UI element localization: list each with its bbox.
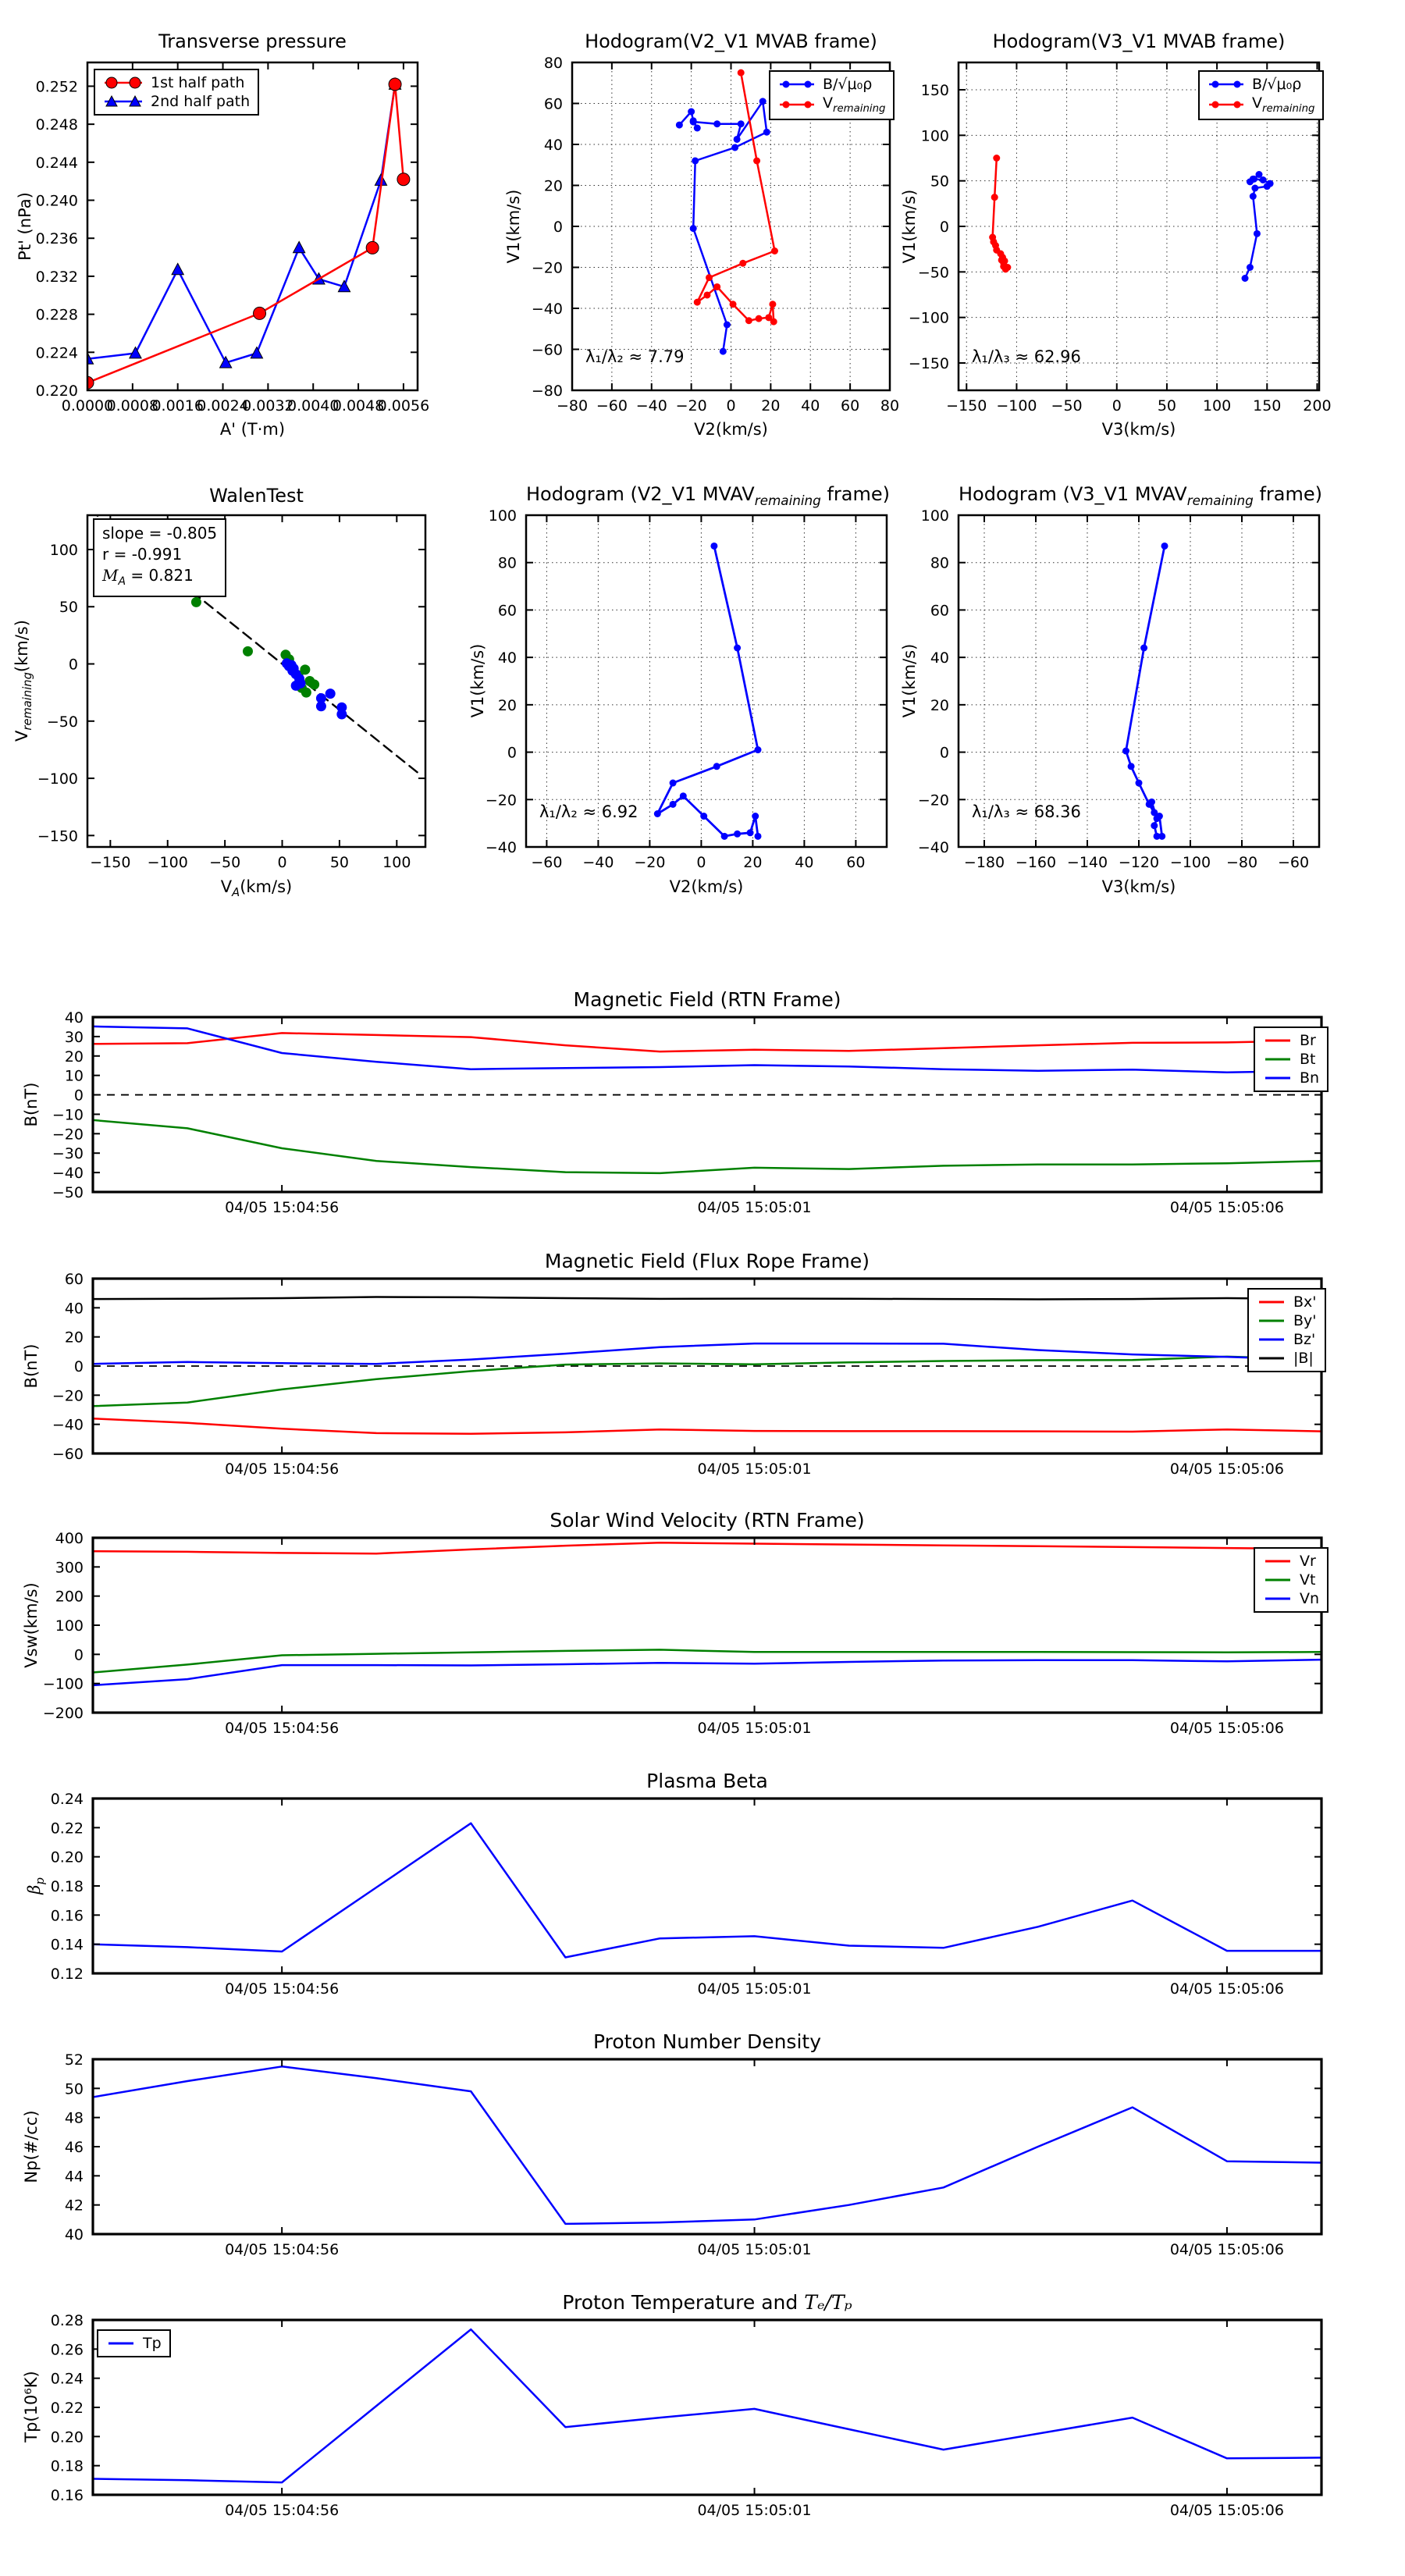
title-magnetic-field-rtn: Magnetic Field (RTN Frame) xyxy=(573,988,841,1011)
legend-item-b xyxy=(778,76,885,93)
annotation-lambda-ratio-v3v1-mvav: λ₁/λ₃ ≈ 68.36 xyxy=(972,802,1081,821)
svg-text:0.24: 0.24 xyxy=(50,2370,84,2388)
svg-text:0: 0 xyxy=(73,1087,84,1105)
legend-label: 1st half path xyxy=(151,74,245,91)
title-proton-density: Proton Number Density xyxy=(593,2030,821,2053)
svg-text:0: 0 xyxy=(1112,397,1122,415)
legend-hodogram-v2v1-mvab xyxy=(769,70,895,120)
svg-text:0.26: 0.26 xyxy=(50,2341,84,2359)
legend-item-v-remaining xyxy=(1208,94,1314,115)
svg-text:−40: −40 xyxy=(582,854,614,871)
svg-text:−30: −30 xyxy=(52,1145,84,1163)
svg-text:−80: −80 xyxy=(556,397,589,415)
walen-ma: $M_A = 0.821$ xyxy=(102,566,194,588)
svg-text:100: 100 xyxy=(382,854,411,871)
line-swatch-icon xyxy=(1257,1316,1286,1325)
svg-text:04/05 15:04:56: 04/05 15:04:56 xyxy=(225,1720,340,1737)
svg-text:100: 100 xyxy=(920,507,949,525)
legend-label: Bz' xyxy=(1293,1331,1316,1348)
svg-text:04/05 15:05:01: 04/05 15:05:01 xyxy=(697,1461,812,1478)
svg-text:150: 150 xyxy=(1253,397,1282,415)
svg-text:0.228: 0.228 xyxy=(35,306,78,324)
ylabel-pt: Pt' (nPa) xyxy=(16,192,34,261)
legend-item-bz xyxy=(1257,1331,1317,1348)
line-swatch-icon xyxy=(1263,1055,1293,1064)
proton-density-plot xyxy=(11,2040,1345,2293)
svg-text:30: 30 xyxy=(64,1028,84,1046)
title-proton-temperature: Proton Temperature and Tₑ/Tₚ xyxy=(562,2291,852,2314)
legend-label: $V_{remaining}$ xyxy=(823,94,886,115)
svg-text:0.22: 0.22 xyxy=(50,1820,84,1838)
line-swatch-icon xyxy=(1257,1297,1286,1307)
line-swatch-icon xyxy=(1257,1335,1286,1344)
svg-text:−60: −60 xyxy=(596,397,628,415)
legend-item-bn xyxy=(1263,1069,1319,1087)
legend-magnetic-field-fluxrope xyxy=(1247,1288,1326,1372)
svg-text:−50: −50 xyxy=(917,264,949,282)
svg-text:52: 52 xyxy=(64,2051,84,2069)
svg-text:400: 400 xyxy=(55,1530,84,1547)
svg-text:0: 0 xyxy=(507,744,517,762)
title-plasma-beta: Plasma Beta xyxy=(646,1770,768,1792)
title-hodogram-v3v1-mvab: Hodogram(V3_V1 MVAB frame) xyxy=(992,30,1286,52)
svg-text:0: 0 xyxy=(73,1358,84,1375)
svg-text:−200: −200 xyxy=(42,1705,84,1722)
svg-text:150: 150 xyxy=(920,82,949,99)
svg-text:0: 0 xyxy=(73,1646,84,1664)
svg-text:0.12: 0.12 xyxy=(50,1966,84,1983)
svg-text:0.16: 0.16 xyxy=(50,2487,84,2504)
xlabel-v3-mvab: V3(km/s) xyxy=(1101,420,1176,439)
line-swatch-icon xyxy=(106,2339,136,2348)
line-swatch-icon xyxy=(1263,1557,1293,1566)
svg-text:0.0048: 0.0048 xyxy=(332,397,385,415)
svg-text:0: 0 xyxy=(68,656,78,674)
annotation-walen-stats xyxy=(93,518,226,597)
ylabel-v1-mvab-right: V1(km/s) xyxy=(900,189,919,264)
svg-text:0: 0 xyxy=(553,219,563,236)
svg-text:−20: −20 xyxy=(531,259,563,277)
svg-text:80: 80 xyxy=(930,554,949,572)
svg-text:04/05 15:05:01: 04/05 15:05:01 xyxy=(697,1980,812,1998)
title-hodogram-v2v1-mvab: Hodogram(V2_V1 MVAB frame) xyxy=(585,30,877,52)
xlabel-v2-mvab: V2(km/s) xyxy=(694,420,768,439)
svg-text:300: 300 xyxy=(55,1559,84,1577)
svg-text:0.16: 0.16 xyxy=(50,1907,84,1925)
svg-text:0.22: 0.22 xyxy=(50,2400,84,2417)
svg-text:100: 100 xyxy=(920,127,949,145)
svg-text:0: 0 xyxy=(939,744,949,762)
svg-text:04/05 15:04:56: 04/05 15:04:56 xyxy=(225,2241,340,2258)
legend-item-2nd-half-path xyxy=(103,93,250,110)
legend-label: $V_{remaining}$ xyxy=(1252,94,1315,115)
xlabel-va: $V_A(km/s)$ xyxy=(220,877,293,900)
svg-text:100: 100 xyxy=(1202,397,1232,415)
svg-text:−40: −40 xyxy=(52,1416,84,1434)
title-walen-test: WalenTest xyxy=(209,485,304,507)
svg-text:20: 20 xyxy=(64,1329,84,1347)
svg-text:0.0032: 0.0032 xyxy=(242,397,294,415)
walen-r: r = -0.991 xyxy=(102,545,183,564)
svg-text:−150: −150 xyxy=(946,397,987,415)
svg-text:04/05 15:04:56: 04/05 15:04:56 xyxy=(225,2502,340,2519)
svg-text:0.240: 0.240 xyxy=(35,192,78,210)
legend-label: Br xyxy=(1300,1032,1316,1049)
svg-text:0.24: 0.24 xyxy=(50,1791,84,1808)
legend-label: Vr xyxy=(1300,1553,1316,1570)
svg-text:−160: −160 xyxy=(1015,854,1057,871)
svg-text:−50: −50 xyxy=(1051,397,1083,415)
svg-text:0.224: 0.224 xyxy=(35,344,78,362)
svg-text:20: 20 xyxy=(543,177,563,195)
legend-solar-wind-velocity xyxy=(1254,1547,1329,1613)
svg-text:−60: −60 xyxy=(531,854,563,871)
svg-text:0.0008: 0.0008 xyxy=(106,397,159,415)
annotation-lambda-ratio-v2v1-mvav: λ₁/λ₂ ≈ 6.92 xyxy=(539,802,638,821)
svg-text:50: 50 xyxy=(930,173,949,190)
svg-text:20: 20 xyxy=(930,696,949,714)
svg-text:04/05 15:05:06: 04/05 15:05:06 xyxy=(1169,1461,1284,1478)
walen-test-plot xyxy=(5,496,449,906)
legend-item-1st-half-path xyxy=(103,74,250,91)
svg-text:42: 42 xyxy=(64,2197,84,2215)
legend-label: Bx' xyxy=(1293,1293,1317,1311)
svg-text:20: 20 xyxy=(497,696,517,714)
svg-text:04/05 15:04:56: 04/05 15:04:56 xyxy=(225,1199,340,1216)
svg-text:40: 40 xyxy=(64,2226,84,2243)
solar-wind-velocity-plot xyxy=(11,1518,1345,1771)
dot-line-swatch-icon xyxy=(1208,98,1245,111)
proton-temperature-plot xyxy=(11,2300,1345,2553)
line-swatch-icon xyxy=(1263,1073,1293,1083)
svg-text:0.244: 0.244 xyxy=(35,154,78,172)
svg-text:0.0000: 0.0000 xyxy=(61,397,114,415)
svg-text:60: 60 xyxy=(846,854,866,871)
svg-text:04/05 15:05:01: 04/05 15:05:01 xyxy=(697,1199,812,1216)
svg-text:40: 40 xyxy=(497,649,517,667)
legend-item-bt xyxy=(1263,1051,1319,1068)
svg-text:50: 50 xyxy=(329,854,350,871)
svg-text:200: 200 xyxy=(55,1588,84,1606)
svg-text:−20: −20 xyxy=(52,1126,84,1144)
legend-item-b xyxy=(1208,76,1314,93)
legend-magnetic-field-rtn xyxy=(1254,1026,1329,1092)
svg-text:−50: −50 xyxy=(209,854,241,871)
legend-label: B/√μ₀ρ xyxy=(823,76,873,93)
legend-label: |B| xyxy=(1293,1350,1314,1367)
svg-text:−80: −80 xyxy=(531,382,563,400)
svg-text:−50: −50 xyxy=(52,1184,84,1201)
svg-text:−100: −100 xyxy=(1169,854,1211,871)
hodogram-v3v1-mvav-plot xyxy=(877,496,1343,906)
ylabel-vsw: Vsw(km/s) xyxy=(22,1582,41,1668)
svg-text:−40: −40 xyxy=(485,839,517,856)
legend-hodogram-v3v1-mvab xyxy=(1198,70,1324,120)
svg-text:−150: −150 xyxy=(908,355,949,372)
triangle-line-swatch-icon xyxy=(103,94,144,109)
svg-text:0.236: 0.236 xyxy=(35,230,78,248)
legend-label: Vn xyxy=(1300,1590,1320,1607)
svg-text:04/05 15:05:01: 04/05 15:05:01 xyxy=(697,2241,812,2258)
svg-text:−60: −60 xyxy=(52,1446,84,1463)
line-swatch-icon xyxy=(1263,1036,1293,1045)
plasma-beta-plot xyxy=(11,1779,1345,2032)
svg-text:40: 40 xyxy=(543,137,563,154)
svg-text:0.248: 0.248 xyxy=(35,116,78,134)
svg-text:0: 0 xyxy=(696,854,706,871)
legend-label: Bn xyxy=(1300,1069,1320,1087)
svg-text:04/05 15:05:06: 04/05 15:05:06 xyxy=(1169,2502,1284,2519)
legend-proton-temperature xyxy=(97,2329,171,2357)
svg-text:40: 40 xyxy=(930,649,949,667)
svg-text:04/05 15:05:01: 04/05 15:05:01 xyxy=(697,2502,812,2519)
svg-text:−20: −20 xyxy=(917,792,949,809)
svg-text:60: 60 xyxy=(543,95,563,113)
legend-item-bx xyxy=(1257,1293,1317,1311)
svg-text:−150: −150 xyxy=(37,827,78,845)
legend-label: Tp xyxy=(143,2335,162,2352)
svg-text:−10: −10 xyxy=(52,1106,84,1124)
svg-text:0.14: 0.14 xyxy=(50,1936,84,1954)
title-solar-wind-velocity: Solar Wind Velocity (RTN Frame) xyxy=(550,1509,865,1532)
legend-item-vt xyxy=(1263,1571,1319,1589)
title-hodogram-v2v1-mvav: Hodogram (V2_V1 $MVAV_{remaining}$ frame) xyxy=(526,483,891,508)
line-swatch-icon xyxy=(1257,1354,1286,1363)
ylabel-b-rtn: B(nT) xyxy=(22,1082,41,1127)
legend-item-v-remaining xyxy=(778,94,885,115)
svg-text:−20: −20 xyxy=(675,397,707,415)
title-transverse-pressure: Transverse pressure xyxy=(158,30,347,52)
svg-text:0.18: 0.18 xyxy=(50,2457,84,2475)
svg-text:80: 80 xyxy=(543,55,563,72)
title-hodogram-v3v1-mvav: Hodogram (V3_V1 $MVAV_{remaining}$ frame) xyxy=(959,483,1323,508)
dot-line-swatch-icon xyxy=(778,78,816,91)
svg-text:50: 50 xyxy=(64,2080,84,2098)
ylabel-np: Np(#/cc) xyxy=(22,2110,41,2183)
svg-text:60: 60 xyxy=(930,602,949,620)
svg-text:50: 50 xyxy=(1157,397,1177,415)
ylabel-v1-mvav-left: V1(km/s) xyxy=(468,643,487,718)
legend-item-br xyxy=(1263,1032,1319,1049)
svg-text:−60: −60 xyxy=(531,341,563,359)
svg-text:−120: −120 xyxy=(1118,854,1160,871)
svg-text:−80: −80 xyxy=(1225,854,1258,871)
svg-text:40: 40 xyxy=(64,1300,84,1318)
svg-text:60: 60 xyxy=(497,602,517,620)
title-magnetic-field-fluxrope: Magnetic Field (Flux Rope Frame) xyxy=(544,1250,870,1272)
svg-text:40: 40 xyxy=(795,854,814,871)
svg-text:0.252: 0.252 xyxy=(35,78,78,96)
legend-item-by xyxy=(1257,1312,1317,1329)
svg-text:0.20: 0.20 xyxy=(50,1848,84,1866)
svg-text:−50: −50 xyxy=(46,713,78,731)
svg-text:80: 80 xyxy=(497,554,517,572)
svg-text:04/05 15:05:01: 04/05 15:05:01 xyxy=(697,1720,812,1737)
svg-text:100: 100 xyxy=(49,541,78,559)
svg-text:−100: −100 xyxy=(996,397,1037,415)
legend-label: By' xyxy=(1293,1312,1317,1329)
svg-text:80: 80 xyxy=(880,397,900,415)
svg-text:20: 20 xyxy=(64,1048,84,1066)
svg-text:−20: −20 xyxy=(634,854,666,871)
svg-text:100: 100 xyxy=(55,1617,84,1635)
svg-text:04/05 15:05:06: 04/05 15:05:06 xyxy=(1169,1980,1284,1998)
svg-text:44: 44 xyxy=(64,2168,84,2186)
svg-text:04/05 15:04:56: 04/05 15:04:56 xyxy=(225,1461,340,1478)
svg-text:0.220: 0.220 xyxy=(35,382,78,400)
annotation-lambda-ratio-v3v1-mvab: λ₁/λ₃ ≈ 62.96 xyxy=(972,347,1081,366)
xlabel-a-prime: A' (T·m) xyxy=(219,420,286,439)
svg-text:−180: −180 xyxy=(963,854,1005,871)
svg-text:−20: −20 xyxy=(485,792,517,809)
svg-text:0: 0 xyxy=(277,854,287,871)
svg-text:04/05 15:04:56: 04/05 15:04:56 xyxy=(225,1980,340,1998)
legend-item-vn xyxy=(1263,1590,1319,1607)
svg-text:40: 40 xyxy=(64,1009,84,1026)
annotation-lambda-ratio-v2v1-mvab: λ₁/λ₂ ≈ 7.79 xyxy=(585,347,685,366)
svg-text:−40: −40 xyxy=(635,397,667,415)
ylabel-v-remaining: $V_{remaining}(km/s)$ xyxy=(12,620,35,742)
dot-line-swatch-icon xyxy=(1208,78,1245,91)
walen-slope: slope = -0.805 xyxy=(102,524,218,543)
svg-text:−100: −100 xyxy=(37,770,78,788)
svg-text:0.0056: 0.0056 xyxy=(377,397,430,415)
legend-transverse-pressure xyxy=(94,69,259,116)
line-swatch-icon xyxy=(1263,1594,1293,1603)
legend-item-tp xyxy=(106,2335,162,2352)
svg-text:0.232: 0.232 xyxy=(35,268,78,286)
svg-text:04/05 15:05:06: 04/05 15:05:06 xyxy=(1169,1720,1284,1737)
svg-text:−20: −20 xyxy=(52,1387,84,1405)
legend-item-bmag xyxy=(1257,1350,1317,1367)
xlabel-v2-mvav: V2(km/s) xyxy=(669,877,744,896)
hodogram-v2v1-mvav-plot xyxy=(444,496,910,906)
svg-text:20: 20 xyxy=(743,854,763,871)
svg-text:0: 0 xyxy=(726,397,736,415)
svg-text:0.18: 0.18 xyxy=(50,1878,84,1895)
legend-label: Vt xyxy=(1300,1571,1316,1589)
svg-text:48: 48 xyxy=(64,2109,84,2127)
legend-label: Bt xyxy=(1300,1051,1316,1068)
svg-text:−100: −100 xyxy=(42,1675,84,1693)
svg-text:−140: −140 xyxy=(1066,854,1108,871)
svg-text:−40: −40 xyxy=(917,839,949,856)
svg-text:−100: −100 xyxy=(908,309,949,327)
svg-text:−40: −40 xyxy=(52,1165,84,1183)
svg-text:10: 10 xyxy=(64,1067,84,1085)
svg-text:−150: −150 xyxy=(90,854,131,871)
svg-text:0.20: 0.20 xyxy=(50,2428,84,2446)
svg-text:04/05 15:05:06: 04/05 15:05:06 xyxy=(1169,1199,1284,1216)
svg-text:−40: −40 xyxy=(531,301,563,318)
xlabel-v3-mvav: V3(km/s) xyxy=(1101,877,1176,896)
dot-line-swatch-icon xyxy=(778,98,816,111)
svg-text:46: 46 xyxy=(64,2139,84,2156)
svg-text:50: 50 xyxy=(59,599,78,617)
line-swatch-icon xyxy=(1263,1575,1293,1585)
svg-text:0.0016: 0.0016 xyxy=(151,397,204,415)
magnetic-field-fluxrope-plot xyxy=(11,1259,1345,1512)
svg-text:0.28: 0.28 xyxy=(50,2312,84,2329)
ylabel-v1-mvab-left: V1(km/s) xyxy=(504,189,523,264)
ylabel-b-fluxrope: B(nT) xyxy=(22,1343,41,1389)
legend-item-vr xyxy=(1263,1553,1319,1570)
svg-text:0.0024: 0.0024 xyxy=(197,397,249,415)
svg-text:60: 60 xyxy=(841,397,860,415)
ylabel-v1-mvav-right: V1(km/s) xyxy=(900,643,919,718)
magnetic-field-rtn-plot xyxy=(11,998,1345,1251)
legend-label: 2nd half path xyxy=(151,93,251,110)
svg-text:60: 60 xyxy=(64,1271,84,1288)
svg-text:−60: −60 xyxy=(1277,854,1310,871)
svg-text:04/05 15:05:06: 04/05 15:05:06 xyxy=(1169,2241,1284,2258)
circle-line-swatch-icon xyxy=(103,75,144,91)
ylabel-tp: Tp(10⁶K) xyxy=(22,2371,41,2443)
legend-label: B/√μ₀ρ xyxy=(1252,76,1302,93)
svg-text:−100: −100 xyxy=(147,854,188,871)
svg-text:40: 40 xyxy=(801,397,820,415)
svg-text:0: 0 xyxy=(939,219,949,236)
svg-text:20: 20 xyxy=(761,397,781,415)
ylabel-beta: $\beta_p$ xyxy=(24,1877,48,1895)
svg-text:100: 100 xyxy=(488,507,517,525)
svg-text:200: 200 xyxy=(1303,397,1332,415)
svg-text:0.0040: 0.0040 xyxy=(286,397,340,415)
